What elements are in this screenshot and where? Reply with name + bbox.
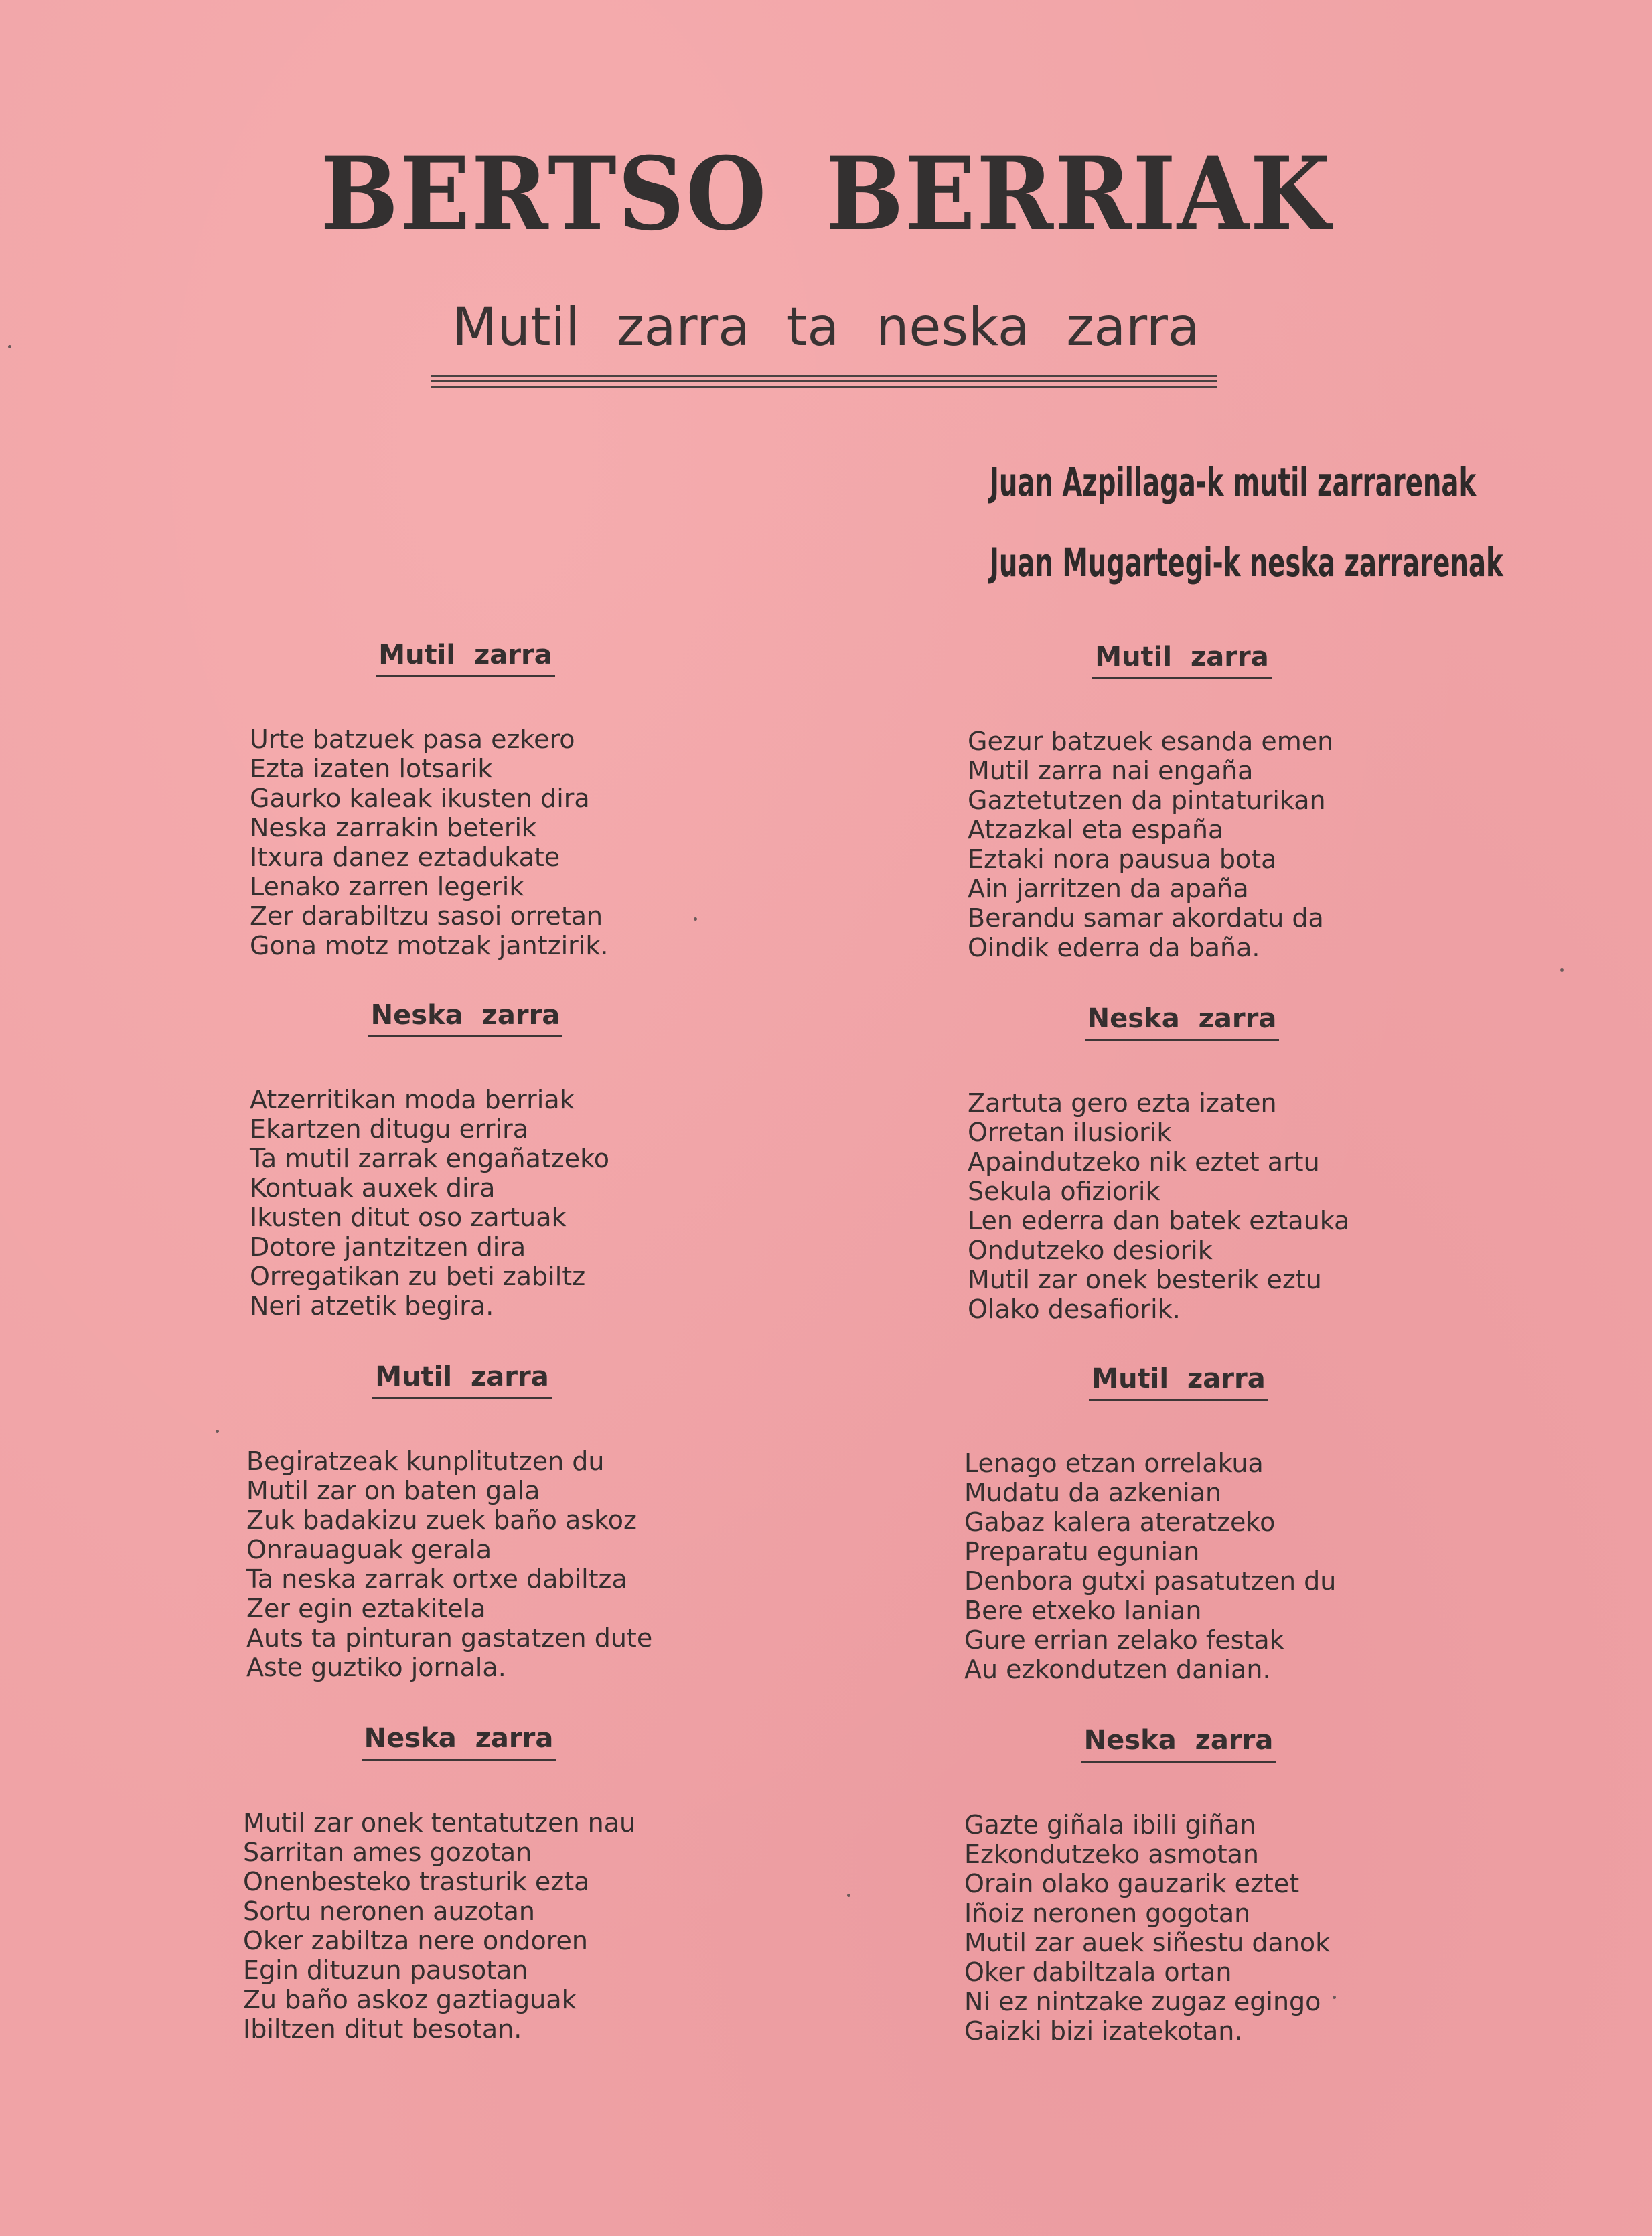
verse-line: Sekula ofiziorik <box>968 1177 1160 1206</box>
verse-line: Mudatu da azkenian <box>964 1478 1222 1507</box>
verse-line: Dotore jantzitzen dira <box>250 1232 526 1262</box>
paper-speck <box>1333 1996 1336 1999</box>
paper-speck <box>847 1894 850 1897</box>
stanza-right-2 <box>921 1001 1443 1324</box>
verse-line: Gaztetutzen da pintaturikan <box>968 786 1326 815</box>
verse-line: Len ederra dan batek eztauka <box>968 1206 1350 1236</box>
verse-line: Zuk badakizu zuek baño askoz <box>246 1505 637 1535</box>
verse-line: Begiratzeak kunplitutzen du <box>246 1446 605 1476</box>
verse-line: Itxura danez eztadukate <box>250 842 560 872</box>
verse-line: Mutil zarra nai engaña <box>968 756 1254 786</box>
verse-line: Neri atzetik begira. <box>250 1291 494 1321</box>
verse-line: Onrauaguak gerala <box>246 1535 492 1564</box>
stanza-right-4 <box>917 1723 1440 2046</box>
stanza-right-3 <box>917 1361 1440 1684</box>
verse-line: Aste guztiko jornala. <box>246 1653 506 1682</box>
credit-line: Juan Azpillaga-k mutil zarrarenak <box>989 459 1477 505</box>
stanza-left-4 <box>198 1721 720 2044</box>
stanza-heading: Mutil zarra <box>201 1359 723 1400</box>
paper-speck <box>8 345 11 348</box>
verse-line: Iñoiz neronen gogotan <box>964 1898 1251 1928</box>
verse-line: Apaindutzeko nik eztet artu <box>968 1147 1320 1177</box>
page-title: BERTSO BERRIAK <box>320 135 1332 253</box>
verse-line: Atzazkal eta españa <box>968 815 1224 844</box>
verse-line: Zu baño askoz gaztiaguak <box>243 1985 577 2014</box>
verse-line: Orain olako gauzarik eztet <box>964 1869 1300 1898</box>
verse-line: Oker zabiltza nere ondoren <box>243 1926 588 1955</box>
verse-line: Ni ez nintzake zugaz egingo <box>964 1987 1321 2016</box>
verse-line: Ain jarritzen da apaña <box>968 874 1249 903</box>
verse-line: Gazte giñala ibili giñan <box>964 1810 1256 1840</box>
stanza-right-1 <box>921 640 1443 962</box>
stanza-heading: Neska zarra <box>917 1723 1440 1763</box>
verse-line: Denbora gutxi pasatutzen du <box>964 1566 1337 1596</box>
stanza-heading: Mutil zarra <box>921 640 1443 680</box>
credit-line: Juan Mugartegi-k neska zarrarenak <box>989 540 1503 585</box>
verse-line: Zer egin eztakitela <box>246 1594 486 1623</box>
rule-line-top <box>431 375 1217 377</box>
stanza-heading: Neska zarra <box>204 998 727 1038</box>
verse-line: Preparatu egunian <box>964 1537 1200 1566</box>
paper-speck <box>694 917 697 921</box>
verse-line: Ezkondutzeko asmotan <box>964 1840 1259 1869</box>
verse-line: Lenago etzan orrelakua <box>964 1448 1264 1478</box>
verse-line: Ta mutil zarrak engañatzeko <box>250 1144 610 1173</box>
verse-line: Orretan ilusiorik <box>968 1118 1172 1147</box>
stanza-verse <box>204 1085 727 1321</box>
verse-line: Orregatikan zu beti zabiltz <box>250 1262 586 1291</box>
verse-line: Berandu samar akordatu da <box>968 903 1324 933</box>
verse-line: Gabaz kalera ateratzeko <box>964 1507 1276 1537</box>
verse-line: Ondutzeko desiorik <box>968 1236 1213 1265</box>
stanza-left-3 <box>201 1359 723 1682</box>
stanza-heading: Neska zarra <box>921 1001 1443 1041</box>
verse-line: Mutil zar onek tentatutzen nau <box>243 1808 636 1838</box>
stanza-heading: Mutil zarra <box>917 1361 1440 1402</box>
verse-line: Ekartzen ditugu errira <box>250 1114 529 1144</box>
verse-line: Sarritan ames gozotan <box>243 1838 532 1867</box>
verse-line: Lenako zarren legerik <box>250 872 524 901</box>
stanza-verse <box>201 1446 723 1682</box>
verse-line: Egin dituzun pausotan <box>243 1955 528 1985</box>
verse-line: Eztaki nora pausua bota <box>968 844 1277 874</box>
verse-line: Auts ta pinturan gastatzen dute <box>246 1623 653 1653</box>
stanza-verse <box>917 1810 1440 2046</box>
page-subtitle: Mutil zarra ta neska zarra <box>452 297 1200 358</box>
verse-line: Mutil zar onek besterik eztu <box>968 1265 1322 1294</box>
rule-line-middle <box>431 380 1217 382</box>
stanza-left-2 <box>204 998 727 1321</box>
verse-line: Gaurko kaleak ikusten dira <box>250 784 590 813</box>
stanza-verse <box>204 725 727 960</box>
verse-line: Gezur batzuek esanda emen <box>968 727 1334 756</box>
paper-speck <box>216 1430 219 1433</box>
verse-line: Oindik ederra da baña. <box>968 933 1260 962</box>
title-double-rule <box>431 375 1217 390</box>
verse-line: Gona motz motzak jantzirik. <box>250 931 609 960</box>
verse-line: Au ezkondutzen danian. <box>964 1655 1271 1684</box>
stanza-heading: Neska zarra <box>198 1721 720 1761</box>
rule-line-bottom <box>431 386 1217 388</box>
stanza-heading: Mutil zarra <box>204 638 727 678</box>
verse-line: Mutil zar auek siñestu danok <box>964 1928 1331 1957</box>
verse-line: Zer darabiltzu sasoi orretan <box>250 901 603 931</box>
author-credits <box>990 442 1503 603</box>
stanza-verse <box>921 727 1443 962</box>
verse-line: Neska zarrakin beterik <box>250 813 537 842</box>
stanza-verse <box>921 1088 1443 1324</box>
paper-speck <box>1560 968 1564 972</box>
verse-line: Oker dabiltzala ortan <box>964 1957 1232 1987</box>
verse-line: Ezta izaten lotsarik <box>250 754 493 784</box>
verse-line: Ikusten ditut oso zartuak <box>250 1203 567 1232</box>
verse-line: Mutil zar on baten gala <box>246 1476 540 1505</box>
stanza-verse <box>917 1448 1440 1684</box>
verse-line: Ta neska zarrak ortxe dabiltza <box>246 1564 627 1594</box>
verse-line: Zartuta gero ezta izaten <box>968 1088 1277 1118</box>
verse-line: Gure errian zelako festak <box>964 1625 1284 1655</box>
verse-line: Atzerritikan moda berriak <box>250 1085 575 1114</box>
verse-line: Onenbesteko trasturik ezta <box>243 1867 590 1896</box>
verse-line: Gaizki bizi izatekotan. <box>964 2016 1243 2046</box>
verse-line: Ibiltzen ditut besotan. <box>243 2014 522 2044</box>
verse-line: Sortu neronen auzotan <box>243 1896 536 1926</box>
verse-line: Kontuak auxek dira <box>250 1173 496 1203</box>
verse-line: Urte batzuek pasa ezkero <box>250 725 575 754</box>
verse-line: Olako desafiorik. <box>968 1294 1181 1324</box>
stanza-verse <box>198 1808 720 2044</box>
verse-line: Bere etxeko lanian <box>964 1596 1202 1625</box>
stanza-left-1 <box>204 638 727 960</box>
